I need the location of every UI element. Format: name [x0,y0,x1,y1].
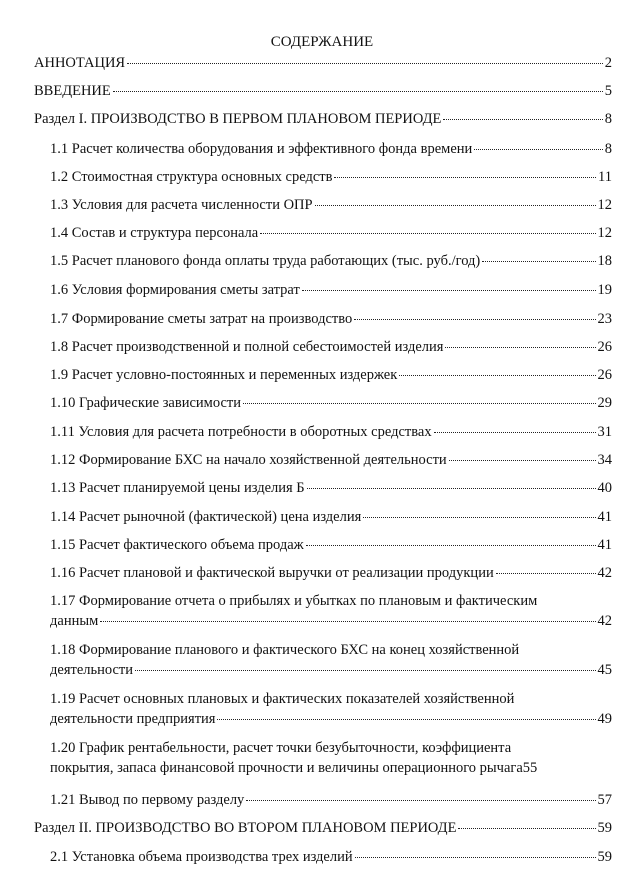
toc-entry-text: 1.14 Расчет рыночной (фактической) цена изделия [50,509,362,525]
dot-leader [496,572,596,574]
toc-entry[interactable] [50,195,612,215]
toc-entry[interactable] [50,167,612,187]
dot-leader [355,856,596,858]
dot-leader [246,799,595,801]
dot-leader [354,318,595,320]
toc-entry-text: Раздел II. ПРОИЗВОДСТВО ВО ВТОРОМ ПЛАНОВОМ ПЕРИОДЕ [34,820,457,836]
toc-entry-text: 1.15 Расчет фактического объема продаж [50,537,304,553]
toc-page-number: 23 [597,311,612,327]
toc-entry[interactable] [50,139,612,159]
toc-page-number: 49 [597,711,612,727]
toc-entry-text: 1.19 Расчет основных плановых и фактических показателей хозяйственной [50,691,515,707]
toc-entry[interactable] [50,365,612,385]
toc-page-number: 26 [597,339,612,355]
toc-page-number: 55 [522,760,538,776]
dot-leader [113,90,603,92]
toc-page-number: 40 [597,480,612,496]
toc-entry[interactable] [50,563,612,583]
dot-leader [334,176,596,178]
toc-entry-text: 1.20 График рентабельности, расчет точки безубыточности, коэффициента [50,740,512,756]
toc-page-number: 29 [597,395,612,411]
toc-page-number: 59 [597,849,612,865]
toc-page-number: 2 [604,55,612,71]
toc-entry-multiline[interactable] [50,591,612,631]
toc-entry-introduction[interactable] [34,81,612,101]
toc-entry[interactable] [50,280,612,300]
toc-page-number: 11 [598,169,612,185]
dot-leader [135,669,595,671]
dot-leader [474,148,602,150]
toc-entry-text: 1.5 Расчет планового фонда оплаты труда работающих (тыс. руб./год) [50,253,481,269]
toc-entry-text: 1.8 Расчет производственной и полной себестоимостей изделия [50,339,444,355]
dot-leader [127,62,603,64]
toc-page-number: 57 [597,792,612,808]
toc-entry[interactable] [50,535,612,555]
toc-page-number: 8 [604,141,612,157]
toc-entry[interactable] [50,251,612,271]
toc-entry-text-continued: деятельности [50,662,134,678]
toc-page-number: 12 [597,197,612,213]
dot-leader [243,402,596,404]
toc-entry[interactable] [50,422,612,442]
toc-entry-annotation[interactable] [34,53,612,73]
toc-entry-multiline[interactable] [50,640,612,680]
toc-entry-text: 1.3 Условия для расчета численности ОПР [50,197,313,213]
dot-leader [302,289,596,291]
toc-entry-multiline[interactable] [50,689,612,729]
toc-page-number: 26 [597,367,612,383]
toc-entry-text: 1.2 Стоимостная структура основных средств [50,169,333,185]
toc-page-number: 59 [597,820,612,836]
dot-leader [306,544,596,546]
toc-page-number: 42 [597,565,612,581]
toc-entry-text: 1.18 Формирование планового и фактического БХС на конец хозяйственной [50,642,520,658]
dot-leader [449,459,596,461]
dot-leader [100,620,595,622]
toc-entry[interactable] [50,309,612,329]
dot-leader [260,232,595,234]
toc-entry-multiline[interactable] [50,738,612,778]
dot-leader [363,516,595,518]
toc-entry-text: 1.21 Вывод по первому разделу [50,792,245,808]
dot-leader [482,260,595,262]
toc-entry-text: 2.1 Установка объема производства трех изделий [50,849,353,865]
toc-entry[interactable] [50,223,612,243]
toc-entry-text: ВВЕДЕНИЕ [34,83,111,99]
toc-entry-text-continued: данным [50,613,99,629]
dot-leader [307,487,596,489]
dot-leader [315,204,596,206]
toc-entry-text-continued: покрытия, запаса финансовой прочности и величины операционного рычага [50,760,523,776]
toc-page-number: 31 [597,424,612,440]
toc-page-number: 8 [604,111,612,127]
toc-entry-text: 1.1 Расчет количества оборудования и эффективного фонда времени [50,141,473,157]
dot-leader [217,718,595,720]
toc-entry-text: 1.4 Состав и структура персонала [50,225,259,241]
dot-leader [458,827,595,829]
toc-entry-text: 1.9 Расчет условно-постоянных и переменных издержек [50,367,398,383]
toc-page-number: 42 [597,613,612,629]
toc-entry-section-1[interactable] [34,109,612,129]
toc-page-number: 41 [597,509,612,525]
toc-entry-text: 1.6 Условия формирования сметы затрат [50,282,300,298]
toc-entry[interactable] [50,507,612,527]
toc-entry-text-continued: деятельности предприятия [50,711,216,727]
toc-page-number: 41 [597,537,612,553]
toc-entry-text: 1.16 Расчет плановой и фактической выручки от реализации продукции [50,565,494,581]
dot-leader [443,118,602,120]
toc-page-number: 18 [597,253,612,269]
toc-entry[interactable] [50,847,612,867]
toc-entry-text: Раздел I. ПРОИЗВОДСТВО В ПЕРВОМ ПЛАНОВОМ ПЕРИОДЕ [34,111,442,127]
toc-entry-text: 1.13 Расчет планируемой цены изделия Б [50,480,305,496]
toc-page-number: 12 [597,225,612,241]
toc-entry[interactable] [50,393,612,413]
toc-entry-text: 1.7 Формирование сметы затрат на производство [50,311,353,327]
toc-page-number: 19 [597,282,612,298]
toc-entry[interactable] [50,450,612,470]
toc-page-number: 5 [604,83,612,99]
toc-page-number: 45 [597,662,612,678]
page-title: СОДЕРЖАНИЕ [270,34,374,50]
dot-leader [434,431,596,433]
toc-entry-text: 1.12 Формирование БХС на начало хозяйственной деятельности [50,452,447,468]
toc-entry-section-2[interactable] [34,818,612,838]
toc-entry-text: 1.11 Условия для расчета потребности в оборотных средствах [50,424,432,440]
toc-entry-text: 1.10 Графические зависимости [50,395,241,411]
dot-leader [399,374,595,376]
toc-entry-text: АННОТАЦИЯ [34,55,126,71]
toc-entry[interactable] [50,790,612,810]
toc-entry[interactable] [50,337,612,357]
toc-page-number: 34 [597,452,612,468]
toc-entry-text: 1.17 Формирование отчета о прибылях и убытках по плановым и фактическим [50,593,538,609]
toc-entry[interactable] [50,478,612,498]
dot-leader [445,346,595,348]
